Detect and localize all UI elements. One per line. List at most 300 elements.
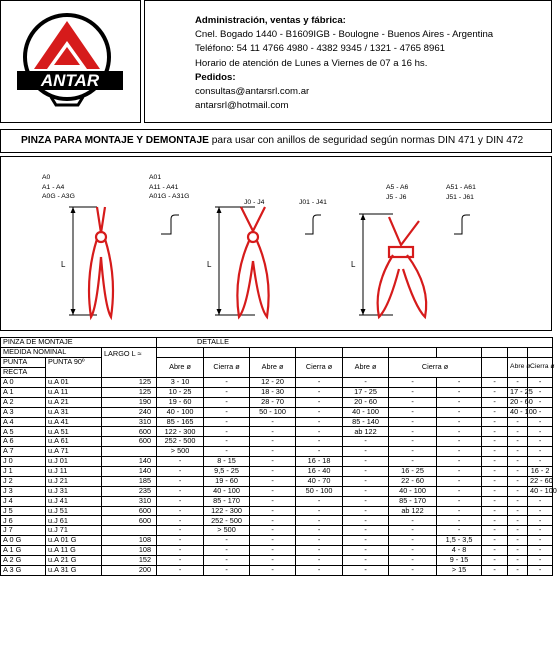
table-cell: -	[482, 496, 508, 506]
table-cell: -	[528, 516, 553, 526]
table-cell: 17 - 25	[508, 387, 528, 397]
table-cell: u.J 61	[46, 516, 102, 526]
table-cell: 20 - 60	[343, 397, 389, 407]
header-recta: RECTA	[1, 368, 46, 378]
table-cell: -	[343, 467, 389, 477]
table-cell: -	[157, 516, 204, 526]
table-cell: -	[482, 506, 508, 516]
table-cell: -	[389, 447, 437, 457]
table-cell: -	[528, 546, 553, 556]
table-cell: 28 - 70	[250, 397, 296, 407]
table-cell: -	[296, 437, 343, 447]
table-cell: A 1 G	[1, 546, 46, 556]
table-cell: -	[482, 457, 508, 467]
contact-heading: Administración, ventas y fábrica:	[195, 15, 346, 26]
table-cell: -	[250, 457, 296, 467]
table-cell: -	[508, 417, 528, 427]
table-cell: -	[508, 516, 528, 526]
table-cell: -	[508, 467, 528, 477]
table-cell: -	[343, 496, 389, 506]
table-cell: -	[482, 526, 508, 536]
table-cell: -	[343, 486, 389, 496]
table-cell: 85 - 170	[204, 496, 250, 506]
table-cell: u.A 31	[46, 407, 102, 417]
table-cell: 40 - 70	[296, 476, 343, 486]
title-rest: para usar con anillos de seguridad según normas DIN 471 y DIN 472	[211, 135, 524, 146]
table-cell: -	[508, 437, 528, 447]
table-cell: -	[508, 536, 528, 546]
table-cell: -	[296, 417, 343, 427]
table-cell: -	[389, 417, 437, 427]
table-cell: 152	[102, 556, 157, 566]
table-cell: u.J 01	[46, 457, 102, 467]
table-cell: -	[389, 407, 437, 417]
table-cell: 9 - 15	[437, 556, 482, 566]
header-blank	[528, 348, 553, 358]
drawing-label-group5: A5 - A6 J5 - J6	[386, 184, 409, 201]
table-cell: 108	[102, 536, 157, 546]
table-cell: u.J 71	[46, 526, 102, 536]
table-cell: -	[437, 447, 482, 457]
table-cell: 600	[102, 437, 157, 447]
table-cell: -	[296, 565, 343, 575]
table-cell: 85 - 170	[389, 496, 437, 506]
table-cell: 16 - 25	[389, 467, 437, 477]
table-cell: u.J 51	[46, 506, 102, 516]
table-row	[1, 397, 553, 407]
table-cell: -	[157, 556, 204, 566]
table-cell: -	[482, 486, 508, 496]
table-cell: 85 - 165	[157, 417, 204, 427]
table-cell: -	[250, 536, 296, 546]
table-row	[1, 556, 553, 566]
table-row	[1, 486, 553, 496]
table-cell: 108	[102, 546, 157, 556]
header-pinza: PINZA DE MONTAJE	[1, 338, 157, 348]
table-cell: -	[482, 447, 508, 457]
table-cell: 12 - 20	[250, 378, 296, 388]
table-cell: J 5	[1, 506, 46, 516]
table-cell: -	[343, 476, 389, 486]
table-cell: 16 - 40	[296, 467, 343, 477]
header-blank	[482, 358, 508, 378]
table-cell: 140	[102, 457, 157, 467]
table-cell: 19 - 60	[204, 476, 250, 486]
table-cell: -	[528, 427, 553, 437]
table-cell: -	[508, 476, 528, 486]
table-cell: -	[296, 447, 343, 457]
table-cell: -	[250, 427, 296, 437]
header-largo: LARGO L ≈	[102, 348, 157, 378]
table-cell: -	[528, 407, 553, 417]
table-cell: -	[204, 397, 250, 407]
table-cell: -	[482, 427, 508, 437]
table-cell: -	[250, 526, 296, 536]
table-cell: -	[157, 457, 204, 467]
table-cell: 22 - 60	[389, 476, 437, 486]
table-cell: 240	[102, 407, 157, 417]
table-cell	[102, 447, 157, 457]
table-cell: -	[250, 417, 296, 427]
table-cell: -	[250, 496, 296, 506]
table-cell: 252 - 500	[157, 437, 204, 447]
table-cell: A 2	[1, 397, 46, 407]
table-cell: 40 - 100	[204, 486, 250, 496]
table-cell: -	[204, 437, 250, 447]
table-cell: -	[528, 437, 553, 447]
table-cell: -	[389, 437, 437, 447]
table-cell: -	[250, 556, 296, 566]
table-cell: -	[250, 476, 296, 486]
table-cell: J 1	[1, 467, 46, 477]
table-row	[1, 437, 553, 447]
table-cell: -	[250, 506, 296, 516]
antar-logo	[1, 1, 140, 122]
table-cell: -	[157, 486, 204, 496]
contact-box	[144, 0, 552, 123]
table-cell: -	[508, 447, 528, 457]
table-row	[1, 546, 553, 556]
header-col-1: Abre ø	[157, 358, 204, 378]
table-cell: 20 - 60	[508, 397, 528, 407]
table-cell: -	[482, 387, 508, 397]
table-cell: -	[437, 516, 482, 526]
table-cell: -	[296, 378, 343, 388]
table-cell: -	[343, 556, 389, 566]
table-cell: 18 - 30	[250, 387, 296, 397]
contact-hours: Horario de atención de Lunes a Viernes de 07 a 16 hs.	[195, 57, 428, 69]
header-blank	[437, 348, 482, 358]
header-medida: MEDIDA NOMINAL	[1, 348, 102, 358]
table-cell: 22 - 60	[528, 476, 553, 486]
table-cell: > 500	[157, 447, 204, 457]
table-row	[1, 476, 553, 486]
table-row	[1, 565, 553, 575]
table-cell: -	[157, 565, 204, 575]
table-cell: A 0	[1, 378, 46, 388]
table-cell: -	[250, 467, 296, 477]
table-cell: -	[437, 467, 482, 477]
table-cell: 16 - 2	[528, 467, 553, 477]
table-cell: -	[389, 526, 437, 536]
table-cell: -	[204, 536, 250, 546]
table-cell: -	[157, 536, 204, 546]
table-cell: -	[157, 546, 204, 556]
table-row	[1, 526, 553, 536]
table-cell: ab 122	[343, 427, 389, 437]
table-cell: -	[296, 407, 343, 417]
table-cell: -	[389, 427, 437, 437]
table-cell: -	[343, 506, 389, 516]
table-cell: -	[296, 556, 343, 566]
table-cell: -	[437, 526, 482, 536]
table-row	[1, 387, 553, 397]
table-cell: -	[389, 378, 437, 388]
table-cell: -	[343, 378, 389, 388]
table-cell: 40 - 100	[157, 407, 204, 417]
table-cell: A 0 G	[1, 536, 46, 546]
table-cell: > 15	[437, 565, 482, 575]
specs-table	[0, 337, 557, 576]
table-cell: 50 - 100	[296, 486, 343, 496]
header-col-2: Cierra ø	[204, 358, 250, 378]
table-cell: -	[528, 457, 553, 467]
table-cell: 16 - 18	[296, 457, 343, 467]
table-cell: -	[528, 417, 553, 427]
table-cell: -	[508, 565, 528, 575]
table-cell: -	[343, 457, 389, 467]
header-blank	[508, 348, 528, 358]
table-cell: -	[157, 476, 204, 486]
table-cell: 122 - 300	[204, 506, 250, 516]
table-cell: u.A 61	[46, 437, 102, 447]
table-cell: u.A 51	[46, 427, 102, 437]
table-cell: -	[437, 496, 482, 506]
table-cell: -	[250, 565, 296, 575]
header-col-4: Cierra ø	[296, 358, 343, 378]
table-cell: -	[204, 546, 250, 556]
table-cell: -	[343, 437, 389, 447]
table-cell: -	[389, 565, 437, 575]
table-cell: -	[296, 397, 343, 407]
table-cell: -	[437, 427, 482, 437]
orders-heading: Pedidos:	[195, 71, 236, 83]
header-punta90: PUNTA 90º	[46, 358, 102, 378]
table-cell: -	[482, 407, 508, 417]
table-cell: J 4	[1, 496, 46, 506]
table-cell: 600	[102, 427, 157, 437]
table-cell: -	[204, 407, 250, 417]
table-cell: 10 - 25	[157, 387, 204, 397]
table-cell: 600	[102, 506, 157, 516]
table-cell: A 1	[1, 387, 46, 397]
table-cell: -	[389, 516, 437, 526]
table-cell: -	[250, 546, 296, 556]
table-cell: u.J 41	[46, 496, 102, 506]
table-cell: -	[508, 546, 528, 556]
table-cell: u.A 71	[46, 447, 102, 457]
table-cell: 140	[102, 467, 157, 477]
table-cell: -	[508, 526, 528, 536]
table-cell: -	[296, 526, 343, 536]
table-cell: -	[296, 516, 343, 526]
dimension-label-2: L	[207, 260, 212, 269]
contact-phone: Teléfono: 54 11 4766 4980 - 4382 9345 / 1321 - 4765 8961	[195, 43, 446, 55]
table-cell: 4 - 8	[437, 546, 482, 556]
table-cell: 8 - 15	[204, 457, 250, 467]
table-cell: -	[437, 417, 482, 427]
table-cell: -	[389, 536, 437, 546]
table-cell: u.J 31	[46, 486, 102, 496]
header-blank	[157, 348, 204, 358]
table-cell: -	[437, 476, 482, 486]
table-cell: 235	[102, 486, 157, 496]
dimension-label-1: L	[61, 260, 66, 269]
table-row	[1, 457, 553, 467]
table-cell: A 3 G	[1, 565, 46, 575]
table-cell: -	[482, 546, 508, 556]
table-cell: -	[437, 378, 482, 388]
table-cell: A 2 G	[1, 556, 46, 566]
header-col-5: Abre ø	[343, 358, 389, 378]
table-cell: 50 - 100	[250, 407, 296, 417]
table-cell: -	[528, 556, 553, 566]
header-blank	[296, 348, 343, 358]
pliers-drawings	[1, 157, 551, 330]
table-cell: J 3	[1, 486, 46, 496]
table-cell: 1,5 - 3,5	[437, 536, 482, 546]
email-link-2[interactable]: antarsrl@hotmail.com	[195, 100, 289, 112]
table-cell: -	[437, 486, 482, 496]
table-cell: -	[437, 407, 482, 417]
table-cell: -	[204, 556, 250, 566]
drawing-box	[0, 156, 552, 331]
table-cell: -	[437, 387, 482, 397]
table-cell: -	[204, 427, 250, 437]
contact-address: Cnel. Bogado 1440 - B1609IGB - Boulogne - Buenos Aires - Argentina	[195, 29, 494, 41]
logo-box	[0, 0, 141, 123]
table-cell: -	[528, 496, 553, 506]
drawing-label-group6: A51 - A61 J51 - J61	[446, 184, 476, 201]
table-cell: -	[250, 437, 296, 447]
table-cell: 125	[102, 378, 157, 388]
table-row	[1, 447, 553, 457]
table-cell: 9,5 - 25	[204, 467, 250, 477]
table-cell: -	[508, 556, 528, 566]
table-cell: -	[508, 486, 528, 496]
table-cell: 252 - 500	[204, 516, 250, 526]
table-cell: 190	[102, 397, 157, 407]
table-cell: -	[508, 378, 528, 388]
table-row	[1, 407, 553, 417]
table-cell: -	[296, 536, 343, 546]
table-cell: -	[482, 467, 508, 477]
table-cell: -	[250, 447, 296, 457]
table-row	[1, 417, 553, 427]
table-cell: 40 - 100	[389, 486, 437, 496]
table-cell: -	[528, 447, 553, 457]
table-cell: -	[389, 457, 437, 467]
table-cell: 122 - 300	[157, 427, 204, 437]
table-cell: -	[343, 447, 389, 457]
table-cell: -	[204, 447, 250, 457]
table-cell: u.A 41	[46, 417, 102, 427]
table-cell: -	[389, 397, 437, 407]
table-cell: -	[482, 516, 508, 526]
table-cell: 40 - 100	[508, 407, 528, 417]
drawing-label-group4: J01 - J41	[299, 199, 327, 206]
drawing-label-group1: A0 A1 - A4 A0G - A3G	[42, 174, 75, 201]
table-cell: 85 - 140	[343, 417, 389, 427]
table-cell: -	[204, 565, 250, 575]
table-cell: A 3	[1, 407, 46, 417]
table-row	[1, 536, 553, 546]
table-cell: A 7	[1, 447, 46, 457]
table-cell: u.J 11	[46, 467, 102, 477]
header-col-8: Cierra ø	[528, 358, 553, 378]
table-cell: -	[528, 526, 553, 536]
table-cell: -	[482, 476, 508, 486]
table-cell: J 7	[1, 526, 46, 536]
header-col-6: Cierra ø	[389, 358, 482, 378]
title-box	[0, 129, 552, 153]
table-cell: -	[528, 397, 553, 407]
table-cell: -	[343, 546, 389, 556]
table-cell: A 4	[1, 417, 46, 427]
table-cell: J 6	[1, 516, 46, 526]
table-cell: -	[157, 506, 204, 516]
table-cell: -	[508, 457, 528, 467]
table-cell: -	[528, 387, 553, 397]
table-cell: 125	[102, 387, 157, 397]
table-row	[1, 516, 553, 526]
table-cell: -	[250, 516, 296, 526]
table-cell: u.A 11	[46, 387, 102, 397]
table-cell: 200	[102, 565, 157, 575]
table-cell: -	[157, 496, 204, 506]
table-cell: u.A 01	[46, 378, 102, 388]
table-cell: u.J 21	[46, 476, 102, 486]
table-cell: -	[482, 556, 508, 566]
email-link-1[interactable]: consultas@antarsrl.com.ar	[195, 86, 310, 98]
table-cell: ab 122	[389, 506, 437, 516]
table-cell: -	[482, 378, 508, 388]
table-cell: -	[528, 536, 553, 546]
header-detalle: DETALLE	[157, 338, 553, 348]
table-cell: -	[437, 437, 482, 447]
table-cell: -	[296, 496, 343, 506]
table-cell: -	[204, 387, 250, 397]
table-cell: A 5	[1, 427, 46, 437]
table-cell: -	[389, 387, 437, 397]
table-cell: -	[508, 506, 528, 516]
table-cell: -	[482, 437, 508, 447]
table-cell: -	[296, 546, 343, 556]
table-cell: A 6	[1, 437, 46, 447]
table-cell: -	[204, 378, 250, 388]
table-cell: u.A 21 G	[46, 556, 102, 566]
table-cell: -	[157, 526, 204, 536]
table-row	[1, 378, 553, 388]
header-blank	[482, 348, 508, 358]
table-cell: > 500	[204, 526, 250, 536]
table-cell: -	[296, 427, 343, 437]
table-cell: 310	[102, 496, 157, 506]
table-cell: 19 - 60	[157, 397, 204, 407]
table-cell: -	[343, 526, 389, 536]
table-cell	[102, 526, 157, 536]
header-blank	[250, 348, 296, 358]
header-blank	[204, 348, 250, 358]
table-row	[1, 427, 553, 437]
table-cell: -	[343, 565, 389, 575]
table-cell: -	[482, 397, 508, 407]
specs-table-wrap	[0, 337, 557, 576]
table-cell: u.A 31 G	[46, 565, 102, 575]
logo-wordmark: ANTAR	[40, 71, 100, 90]
table-cell: -	[250, 486, 296, 496]
table-cell: 310	[102, 417, 157, 427]
table-cell: -	[528, 378, 553, 388]
table-cell: 40 - 100	[343, 407, 389, 417]
dimension-label-3: L	[351, 260, 356, 269]
table-cell: -	[296, 387, 343, 397]
table-cell: -	[528, 565, 553, 575]
table-cell: -	[482, 536, 508, 546]
table-cell: u.A 11 G	[46, 546, 102, 556]
table-row	[1, 506, 553, 516]
drawing-label-group2: A01 A11 - A41 A01G - A31G	[149, 174, 190, 201]
